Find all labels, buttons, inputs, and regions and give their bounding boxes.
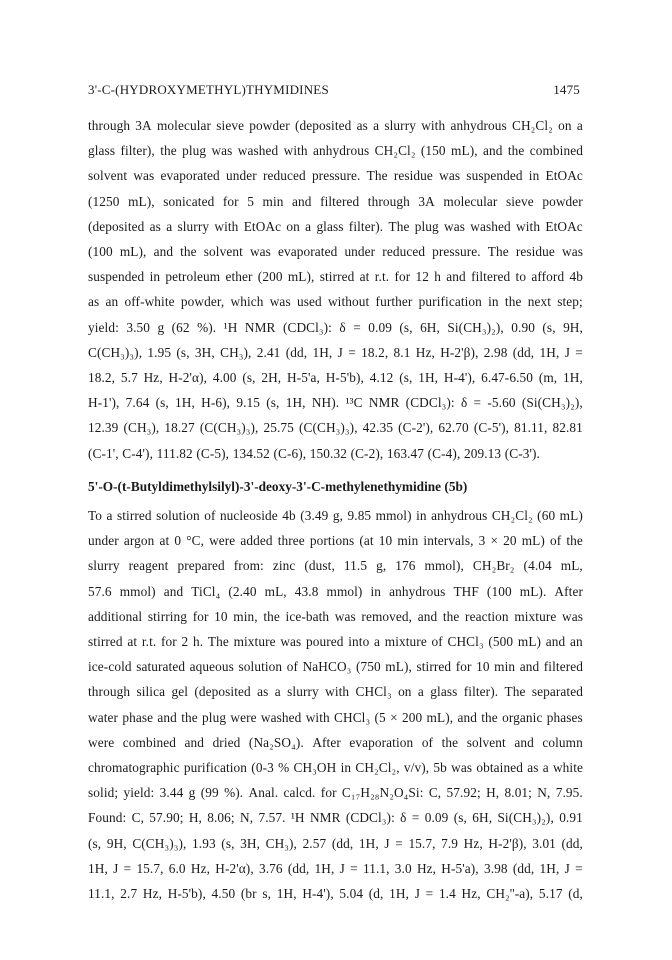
text-line: additional stirring for 10 min, the ice-bath was removed, and the reaction mixture was (88, 608, 583, 624)
text-line: 57.6 mmol) and TiCl₄ (2.40 mL, 43.8 mmol) in anhydrous THF (100 mL). After (88, 583, 583, 599)
text-line: chromatographic purification (0-3 % CH₃OH in CH₂Cl₂, v/v), 5b was obtained as a white (88, 760, 583, 775)
running-head-title: 3'-C-(HYDROXYMETHYL)THYMIDINES (88, 82, 329, 97)
text-line: through silica gel (deposited as a slurry with CHCl₃ on a glass filter). The separated (88, 684, 583, 700)
text-line: (s, 9H, C(CH₃)₃), 1.93 (s, 3H, CH₃), 2.57 (dd, 1H, J = 15.7, 7.9 Hz, H-2'β), 3.01 (dd, (88, 835, 583, 851)
text-line: C(CH₃)₃), 1.95 (s, 3H, CH₃), 2.41 (dd, 1H, J = 18.2, 8.1 Hz, H-2'β), 2.98 (dd, 1H, J = (88, 344, 583, 360)
text-line: 12.39 (CH₃), 18.27 (C(CH₃)₃), 25.75 (C(CH₃)₃), 42.35 (C-2'), 62.70 (C-5'), 81.11, 82.81 (88, 420, 583, 436)
text-line: (deposited as a slurry with EtOAc on a glass filter). The plug was washed with EtOAc (88, 218, 583, 234)
text-line: suspended in petroleum ether (200 mL), stirred at r.t. for 12 h and filtered to afford 4b (88, 269, 583, 285)
text-line: (C-1', C-4'), 111.82 (C-5), 134.52 (C-6), 150.32 (C-2), 163.47 (C-4), 209.13 (C-3'). (88, 445, 540, 461)
text-line: glass filter), the plug was washed with anhydrous CH₂Cl₂ (150 mL), and the combined (88, 143, 583, 159)
text-line: solid; yield: 3.44 g (99 %). Anal. calcd. for C₁₇H₂₈N₂O₄Si: C, 57.92; H, 8.01; N, 7.95. (88, 785, 583, 801)
text-line: yield: 3.50 g (62 %). ¹H NMR (CDCl₃): δ = 0.09 (s, 6H, Si(CH₃)₂), 0.90 (s, 9H, (88, 319, 583, 335)
text-line: slurry reagent prepared from: zinc (dust, 11.5 g, 176 mmol), CH₂Br₂ (4.04 mL, (88, 558, 583, 574)
text-line: 11.1, 2.7 Hz, H-5'b), 4.50 (br s, 1H, H-4'), 5.04 (d, 1H, J = 1.4 Hz, CH₂''-a), 5.17 (d, (88, 886, 583, 901)
text-line: (1250 mL), sonicated for 5 min and filtered through 3A molecular sieve powder (88, 193, 583, 209)
running-head (88, 82, 580, 102)
page-number: 1475 (553, 82, 580, 97)
text-line: To a stirred solution of nucleoside 4b (3.49 g, 9.85 mmol) in anhydrous CH₂Cl₂ (60 mL) (88, 508, 583, 523)
text-line: H-1'), 7.64 (s, 1H, H-6), 9.15 (s, 1H, NH). ¹³C NMR (CDCl₃): δ = -5.60 (Si(CH₃)₂), (88, 395, 583, 411)
text-line: under argon at 0 °C, were added three portions (at 10 min intervals, 3 × 20 mL) of the (88, 533, 583, 549)
text-line: 1H, J = 15.7, 6.0 Hz, H-2'α), 3.76 (dd, 1H, J = 11.1, 3.0 Hz, H-5'a), 3.98 (dd, 1H, J = (88, 860, 583, 876)
text-line: as an off-white powder, which was used without further purification in the next step; (88, 294, 583, 310)
text-line: water phase and the plug were washed with CHCl₃ (5 × 200 mL), and the organic phases (88, 709, 583, 725)
text-line: Found: C, 57.90; H, 8.06; N, 7.57. ¹H NMR (CDCl₃): δ = 0.09 (s, 6H, Si(CH₃)₂), 0.91 (88, 810, 583, 826)
text-line: were combined and dried (Na₂SO₄). After evaporation of the solvent and column (88, 734, 583, 750)
text-line: stirred at r.t. for 2 h. The mixture was poured into a mixture of CHCl₃ (500 mL) and an (88, 634, 583, 649)
text-line: (100 mL), and the solvent was evaporated under reduced pressure. The residue was (88, 244, 583, 259)
text-line: ice-cold saturated aqueous solution of NaHCO₃ (750 mL), stirred for 10 min and filtered (88, 659, 583, 675)
text-line: through 3A molecular sieve powder (deposited as a slurry with anhydrous CH₂Cl₂ on a (88, 118, 583, 133)
text-line: 18.2, 5.7 Hz, H-2'α), 4.00 (s, 2H, H-5'a, H-5'b), 4.12 (s, 1H, H-4'), 6.47-6.50 (m, 1H, (88, 370, 583, 385)
section-heading-5b: 5'-O-(t-Butyldimethylsilyl)-3'-deoxy-3'-C-methylenethymidine (5b) (88, 479, 468, 494)
text-line: solvent was evaporated under reduced pressure. The residue was suspended in EtOAc (88, 168, 583, 184)
